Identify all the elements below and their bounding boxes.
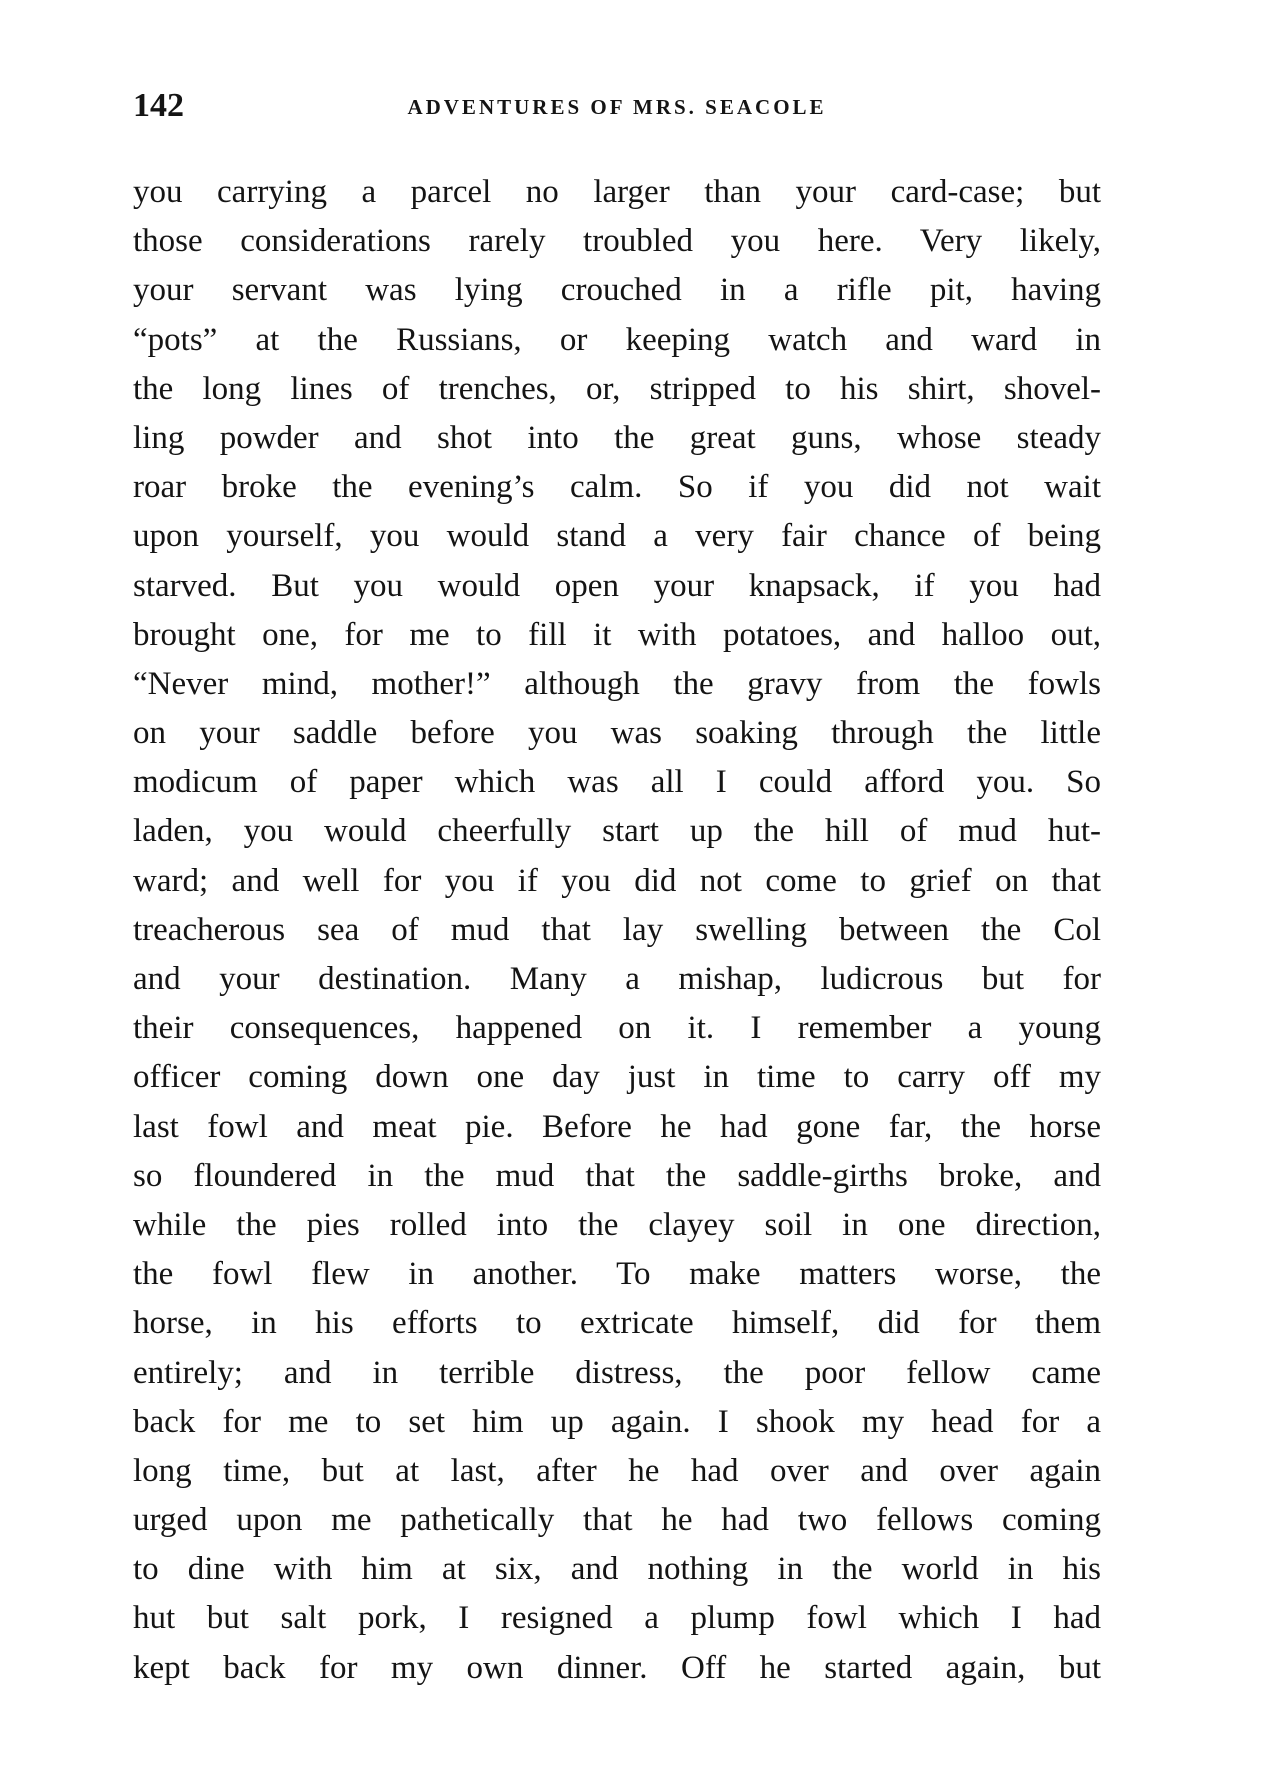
text-line: back for me to set him up again. I shook my head for a	[133, 1403, 1101, 1440]
text-line: modicum of paper which was all I could afford you. So	[133, 764, 1101, 801]
text-line: ling powder and shot into the great guns, whose steady	[133, 419, 1101, 456]
text-line: kept back for my own dinner. Off he started again, but	[133, 1649, 1101, 1686]
text-line: treacherous sea of mud that lay swelling between the Col	[133, 911, 1101, 948]
text-line: last fowl and meat pie. Before he had gone far, the horse	[133, 1108, 1101, 1145]
text-line: their consequences, happened on it. I remember a young	[133, 1010, 1101, 1047]
text-line: your servant was lying crouched in a rifle pit, having	[133, 272, 1101, 309]
text-line: while the pies rolled into the clayey soil in one direction,	[133, 1206, 1101, 1243]
text-line: on your saddle before you was soaking through the little	[133, 715, 1101, 752]
text-line: so floundered in the mud that the saddle-girths broke, and	[133, 1157, 1101, 1194]
text-line: ward; and well for you if you did not come to grief on that	[133, 862, 1101, 899]
text-line: the long lines of trenches, or, stripped to his shirt, shovel-	[133, 370, 1101, 407]
text-line: upon yourself, you would stand a very fair chance of being	[133, 518, 1101, 555]
body-text	[133, 168, 1101, 1693]
text-line: long time, but at last, after he had over and over again	[133, 1452, 1101, 1489]
text-line: laden, you would cheerfully start up the hill of mud hut-	[133, 813, 1101, 850]
text-line: to dine with him at six, and nothing in the world in his	[133, 1551, 1101, 1588]
text-line: brought one, for me to fill it with potatoes, and halloo out,	[133, 616, 1101, 653]
text-line: “pots” at the Russians, or keeping watch and ward in	[133, 321, 1101, 358]
running-title: ADVENTURES OF MRS. SEACOLE	[407, 95, 827, 119]
text-line: you carrying a parcel no larger than your card-case; but	[133, 174, 1101, 210]
text-line: officer coming down one day just in time to carry off my	[133, 1059, 1101, 1096]
text-line: urged upon me pathetically that he had two fellows coming	[133, 1502, 1101, 1539]
text-line: starved. But you would open your knapsack, if you had	[133, 567, 1101, 604]
running-head	[133, 86, 1101, 126]
text-line: those considerations rarely troubled you here. Very likely,	[133, 223, 1101, 260]
text-line: horse, in his efforts to extricate himself, did for them	[133, 1305, 1101, 1342]
text-line: entirely; and in terrible distress, the poor fellow came	[133, 1354, 1101, 1391]
page-number: 142	[133, 87, 184, 124]
text-line: hut but salt pork, I resigned a plump fowl which I had	[133, 1600, 1101, 1637]
text-line: the fowl flew in another. To make matters worse, the	[133, 1256, 1101, 1293]
text-line: roar broke the evening’s calm. So if you did not wait	[133, 469, 1101, 506]
text-line: and your destination. Many a mishap, ludicrous but for	[133, 961, 1101, 997]
text-line: “Never mind, mother!” although the gravy from the fowls	[133, 665, 1101, 702]
